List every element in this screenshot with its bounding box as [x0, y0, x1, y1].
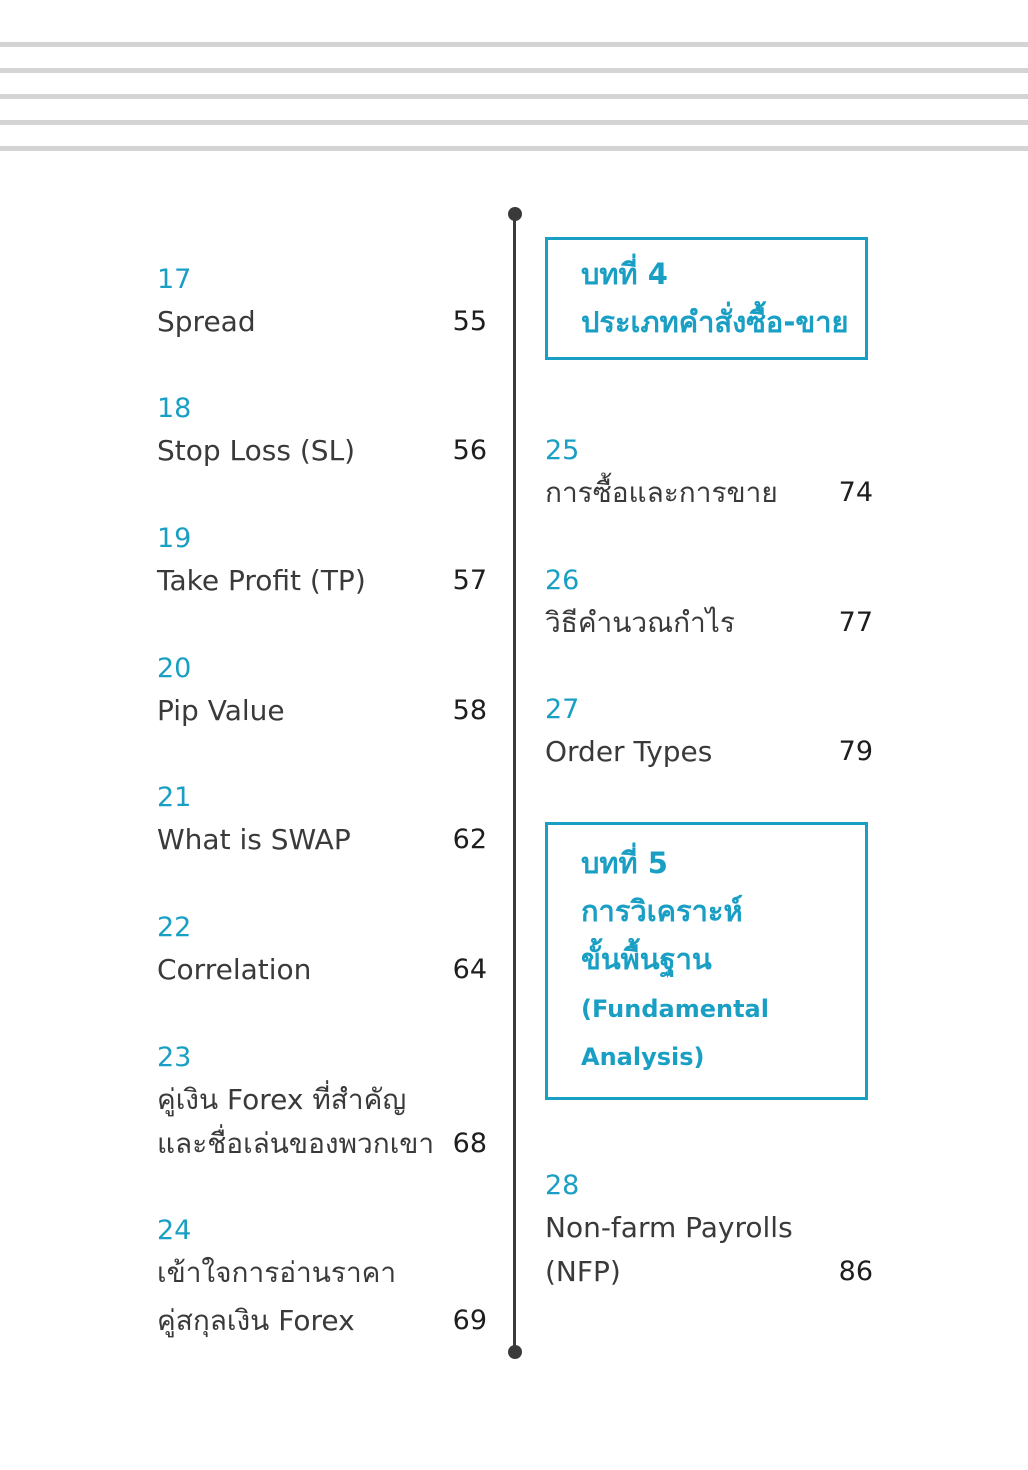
entry-page: 69	[452, 1305, 487, 1336]
entry-title-line-1: เข้าใจการอ่านราคา	[157, 1256, 397, 1289]
entry-number: 19	[157, 523, 192, 554]
chapter-label: บทที่ 4	[581, 257, 668, 291]
chapter-title-line-4: Analysis)	[581, 1043, 705, 1071]
entry-title-line-1: Non-farm Payrolls	[545, 1211, 793, 1244]
entry-title: What is SWAP	[157, 823, 351, 856]
entry-page: 55	[452, 306, 487, 337]
header-stripe-2	[0, 68, 1028, 73]
header-stripe-1	[0, 42, 1028, 47]
entry-number: 25	[545, 435, 580, 466]
entry-page: 68	[452, 1128, 487, 1159]
entry-title-line-2: (NFP)	[545, 1255, 621, 1288]
entry-title: Stop Loss (SL)	[157, 434, 356, 467]
entry-page: 62	[452, 824, 487, 855]
entry-number: 22	[157, 912, 192, 943]
entry-title: Correlation	[157, 953, 312, 986]
entry-page: 77	[838, 607, 873, 638]
toc-entry-24[interactable]	[157, 1215, 487, 1345]
toc-entry-20[interactable]	[157, 653, 487, 733]
entry-number: 28	[545, 1170, 580, 1201]
entry-title: Pip Value	[157, 694, 285, 727]
entry-number: 27	[545, 694, 580, 725]
divider-top-dot	[508, 207, 522, 221]
toc-entry-25[interactable]	[545, 435, 873, 515]
toc-entry-22[interactable]	[157, 912, 487, 992]
entry-title: Spread	[157, 305, 256, 338]
entry-title: การซื้อและการขาย	[545, 476, 778, 509]
chapter-4-heading	[545, 237, 868, 360]
entry-page: 79	[838, 736, 873, 767]
chapter-title-line-1: การวิเคราะห์	[581, 894, 743, 928]
divider-bottom-dot	[508, 1345, 522, 1359]
entry-page: 58	[452, 695, 487, 726]
chapter-label: บทที่ 5	[581, 846, 668, 880]
entry-page: 56	[452, 435, 487, 466]
entry-number: 26	[545, 565, 580, 596]
entry-title: วิธีคำนวณกำไร	[545, 606, 735, 639]
entry-page: 86	[838, 1256, 873, 1287]
entry-number: 23	[157, 1042, 192, 1073]
toc-entry-18[interactable]	[157, 393, 487, 473]
entry-page: 74	[838, 477, 873, 508]
toc-entry-27[interactable]	[545, 694, 873, 774]
chapter-5-heading	[545, 822, 868, 1100]
entry-number: 18	[157, 393, 192, 424]
chapter-title-line-3: (Fundamental	[581, 995, 769, 1023]
entry-number: 21	[157, 782, 192, 813]
header-stripe-3	[0, 94, 1028, 99]
entry-title-line-1: คู่เงิน Forex ที่สำคัญ	[157, 1083, 407, 1116]
toc-entry-26[interactable]	[545, 565, 873, 645]
header-stripe-5	[0, 146, 1028, 151]
column-divider	[513, 214, 516, 1354]
entry-page: 64	[452, 954, 487, 985]
toc-entry-19[interactable]	[157, 523, 487, 603]
entry-title-line-2: และชื่อเล่นของพวกเขา	[157, 1127, 435, 1160]
chapter-title-line-2: ขั้นพื้นฐาน	[581, 942, 712, 976]
chapter-title: ประเภทคำสั่งซื้อ-ขาย	[581, 305, 849, 339]
entry-number: 17	[157, 264, 192, 295]
entry-title-line-2: คู่สกุลเงิน Forex	[157, 1304, 355, 1337]
toc-entry-21[interactable]	[157, 782, 487, 862]
toc-entry-23[interactable]	[157, 1042, 487, 1166]
toc-entry-17[interactable]	[157, 264, 487, 344]
entry-title: Order Types	[545, 735, 713, 768]
entry-number: 24	[157, 1215, 192, 1246]
toc-entry-28[interactable]	[545, 1170, 873, 1294]
header-stripe-4	[0, 120, 1028, 125]
entry-page: 57	[452, 565, 487, 596]
entry-number: 20	[157, 653, 192, 684]
entry-title: Take Profit (TP)	[157, 564, 366, 597]
